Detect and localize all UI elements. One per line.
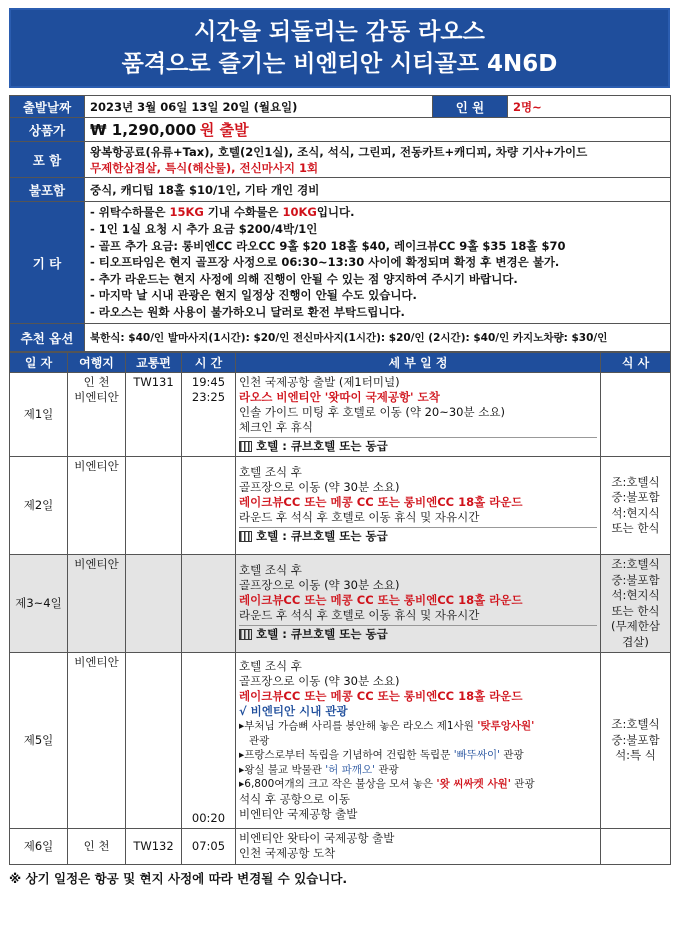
etc-item-7: - 라오스는 원화 사용이 불가하오니 달러로 환전 부탁드립니다. [90, 304, 405, 319]
etc-item-6: - 마지막 날 시내 관광은 현지 일정상 진행이 안될 수도 있습니다. [90, 288, 417, 303]
include-label: 포 함 [10, 142, 85, 178]
header-time: 시 간 [182, 353, 236, 373]
transport-cell [126, 555, 182, 653]
include-line1: 왕복항공료(유류+Tax), 호텔(2인1실), 조식, 석식, 그린피, 전동카트+캐디피, 차량 기사+가이드 [90, 144, 588, 159]
day-label: 제3~4일 [10, 555, 68, 653]
exclude-value: 중식, 캐디팁 18홀 $10/1인, 기타 개인 경비 [85, 178, 671, 202]
etc-item-1: - 위탁수하물은 15KG 기내 수화물은 10KG입니다. [90, 205, 355, 220]
place-cell: 인 천 비엔티안 [68, 373, 126, 457]
detail-cell: 호텔 조식 후 골프장으로 이동 (약 30분 소요) 레이크뷰CC 또는 메콩 CC 또는 롱비엔CC 18홀 라운드 라운드 후 석식 후 호텔로 이동 휴식 및 자유시간 호텔 : 큐브호텔 또는 동급 [236, 555, 601, 653]
transport-cell [126, 457, 182, 555]
title-banner [9, 8, 670, 88]
etc-item-3: - 골프 추가 요금: 롱비엔CC 라오CC 9홀 $20 18홀 $40, 레이크뷰CC 9홀 $35 18홀 $70 [90, 238, 566, 253]
footer-note: ※ 상기 일정은 항공 및 현지 사정에 따라 변경될 수 있습니다. [9, 871, 348, 886]
option-value: 북한식: $40/인 발마사지(1시간): $20/인 전신마사지(1시간): $20/인 (2시간): $40/인 카지노차량: $30/인 [85, 324, 671, 352]
price-value: ₩ 1,290,000 [90, 121, 197, 139]
meal-cell: 조:호텔식 중:불포함 석:특 식 [601, 653, 671, 829]
header-detail: 세 부 일 정 [236, 353, 601, 373]
detail-cell: 호텔 조식 후 골프장으로 이동 (약 30분 소요) 레이크뷰CC 또는 메콩 CC 또는 롱비엔CC 18홀 라운드 √ 비엔티안 시내 관광 ▸부처님 가슴뼈 사리를 봉안해 놓은 라오스 제1사원 '탓루앙사원' 관광 ▸프랑스로부터 독립을 기념하여 건립한 독립문 '빠뚜싸이' 관광 ▸왕실 불교 박물관 '허 파깨오' 관광 ▸6,800여개의 크고 작은 불상을 모셔 놓은 '왓 씨싸켓 사원' 관광 석식 후 공항으로 이동 비엔티안 국제공항 출발 [236, 653, 601, 829]
hotel-line: 호텔 : 큐브호텔 또는 동급 [239, 527, 597, 544]
hotel-building-icon [239, 441, 252, 452]
schedule-row-day2 [10, 457, 671, 555]
meal-cell: 조:호텔식 중:불포함 석:현지식 또는 한식 (무제한삼 겹살) [601, 555, 671, 653]
time-cell [182, 555, 236, 653]
tour-item-2: ▸프랑스로부터 독립을 기념하여 건립한 독립문 '빠뚜싸이' 관광 [239, 749, 524, 761]
tour-item-1-cont: 관광 [249, 734, 270, 747]
schedule-row-day6 [10, 829, 671, 865]
etc-label: 기 타 [10, 202, 85, 324]
day-label: 제1일 [10, 373, 68, 457]
day-label: 제5일 [10, 653, 68, 829]
price-label: 상품가 [10, 118, 85, 142]
city-tour-title: √ 비엔티안 시내 관광 [239, 704, 348, 718]
tour-item-4: ▸6,800여개의 크고 작은 불상을 모셔 놓은 '왓 씨싸켓 사원' 관광 [239, 778, 535, 790]
detail-cell: 호텔 조식 후 골프장으로 이동 (약 30분 소요) 레이크뷰CC 또는 메콩 CC 또는 롱비엔CC 18홀 라운드 라운드 후 석식 후 호텔로 이동 휴식 및 자유시간 호텔 : 큐브호텔 또는 동급 [236, 457, 601, 555]
header-place: 여행지 [68, 353, 126, 373]
place-cell: 비엔티안 [68, 555, 126, 653]
etc-list [85, 202, 671, 324]
day-label: 제6일 [10, 829, 68, 865]
etc-item-5: - 추가 라운드는 현지 사정에 의해 진행이 안될 수 있는 점 양지하여 주시기 바랍니다. [90, 271, 518, 286]
include-cell [85, 142, 671, 178]
place-cell: 비엔티안 [68, 653, 126, 829]
transport-cell [126, 653, 182, 829]
price-cell [85, 118, 671, 142]
hotel-line: 호텔 : 큐브호텔 또는 동급 [239, 437, 597, 454]
banner-title-line1: 시간을 되돌리는 감동 라오스 [194, 19, 485, 45]
exclude-label: 불포함 [10, 178, 85, 202]
day-label: 제2일 [10, 457, 68, 555]
meal-cell [601, 829, 671, 865]
schedule-row-day3-4 [10, 555, 671, 653]
header-meal: 식 사 [601, 353, 671, 373]
etc-item-4: - 티오프타임은 현지 골프장 사정으로 06:30~13:30 사이에 확정되며 확정 후 변경은 불가. [90, 255, 560, 270]
header-day: 일 자 [10, 353, 68, 373]
header-transport: 교통편 [126, 353, 182, 373]
price-suffix: 원 출발 [199, 121, 249, 139]
tour-item-1: ▸부처님 가슴뼈 사리를 봉안해 놓은 라오스 제1사원 '탓루앙사원' [239, 720, 535, 732]
detail-cell: 비엔티안 왓타이 국제공항 출발 인천 국제공항 도착 [236, 829, 601, 865]
include-line2: 무제한삼겹살, 특식(해산물), 전신마사지 1회 [90, 160, 319, 175]
people-label: 인 원 [433, 96, 508, 118]
time-cell: 19:45 23:25 [182, 373, 236, 457]
meal-cell [601, 373, 671, 457]
transport-cell: TW132 [126, 829, 182, 865]
schedule-row-day1 [10, 373, 671, 457]
time-cell: 00:20 [182, 653, 236, 829]
departure-label: 출발날짜 [10, 96, 85, 118]
schedule-row-day5 [10, 653, 671, 829]
tour-item-3: ▸왕실 불교 박물관 '허 파깨오' 관광 [239, 763, 399, 776]
place-cell: 비엔티안 [68, 457, 126, 555]
place-cell: 인 천 [68, 829, 126, 865]
meal-cell: 조:호텔식 중:불포함 석:현지식 또는 한식 [601, 457, 671, 555]
people-value: 2명~ [508, 96, 671, 118]
schedule-table [9, 352, 671, 865]
time-cell [182, 457, 236, 555]
hotel-building-icon [239, 629, 252, 640]
product-info-table [9, 95, 671, 352]
etc-item-2: - 1인 1실 요청 시 추가 요금 $200/4박/1인 [90, 222, 318, 237]
time-cell: 07:05 [182, 829, 236, 865]
departure-value: 2023년 3월 06일 13일 20일 (월요일) [85, 96, 433, 118]
banner-title-line2: 품격으로 즐기는 비엔티안 시티골프 4N6D [121, 51, 558, 77]
hotel-building-icon [239, 531, 252, 542]
hotel-line: 호텔 : 큐브호텔 또는 동급 [239, 625, 597, 642]
option-label: 추천 옵션 [10, 324, 85, 352]
detail-cell: 인천 국제공항 출발 (제1터미널) 라오스 비엔티안 '왓따이 국제공항' 도착 인솔 가이드 미팅 후 호텔로 이동 (약 20~30분 소요) 체크인 후 휴식 호텔 : 큐브호텔 또는 동급 [236, 373, 601, 457]
transport-cell: TW131 [126, 373, 182, 457]
